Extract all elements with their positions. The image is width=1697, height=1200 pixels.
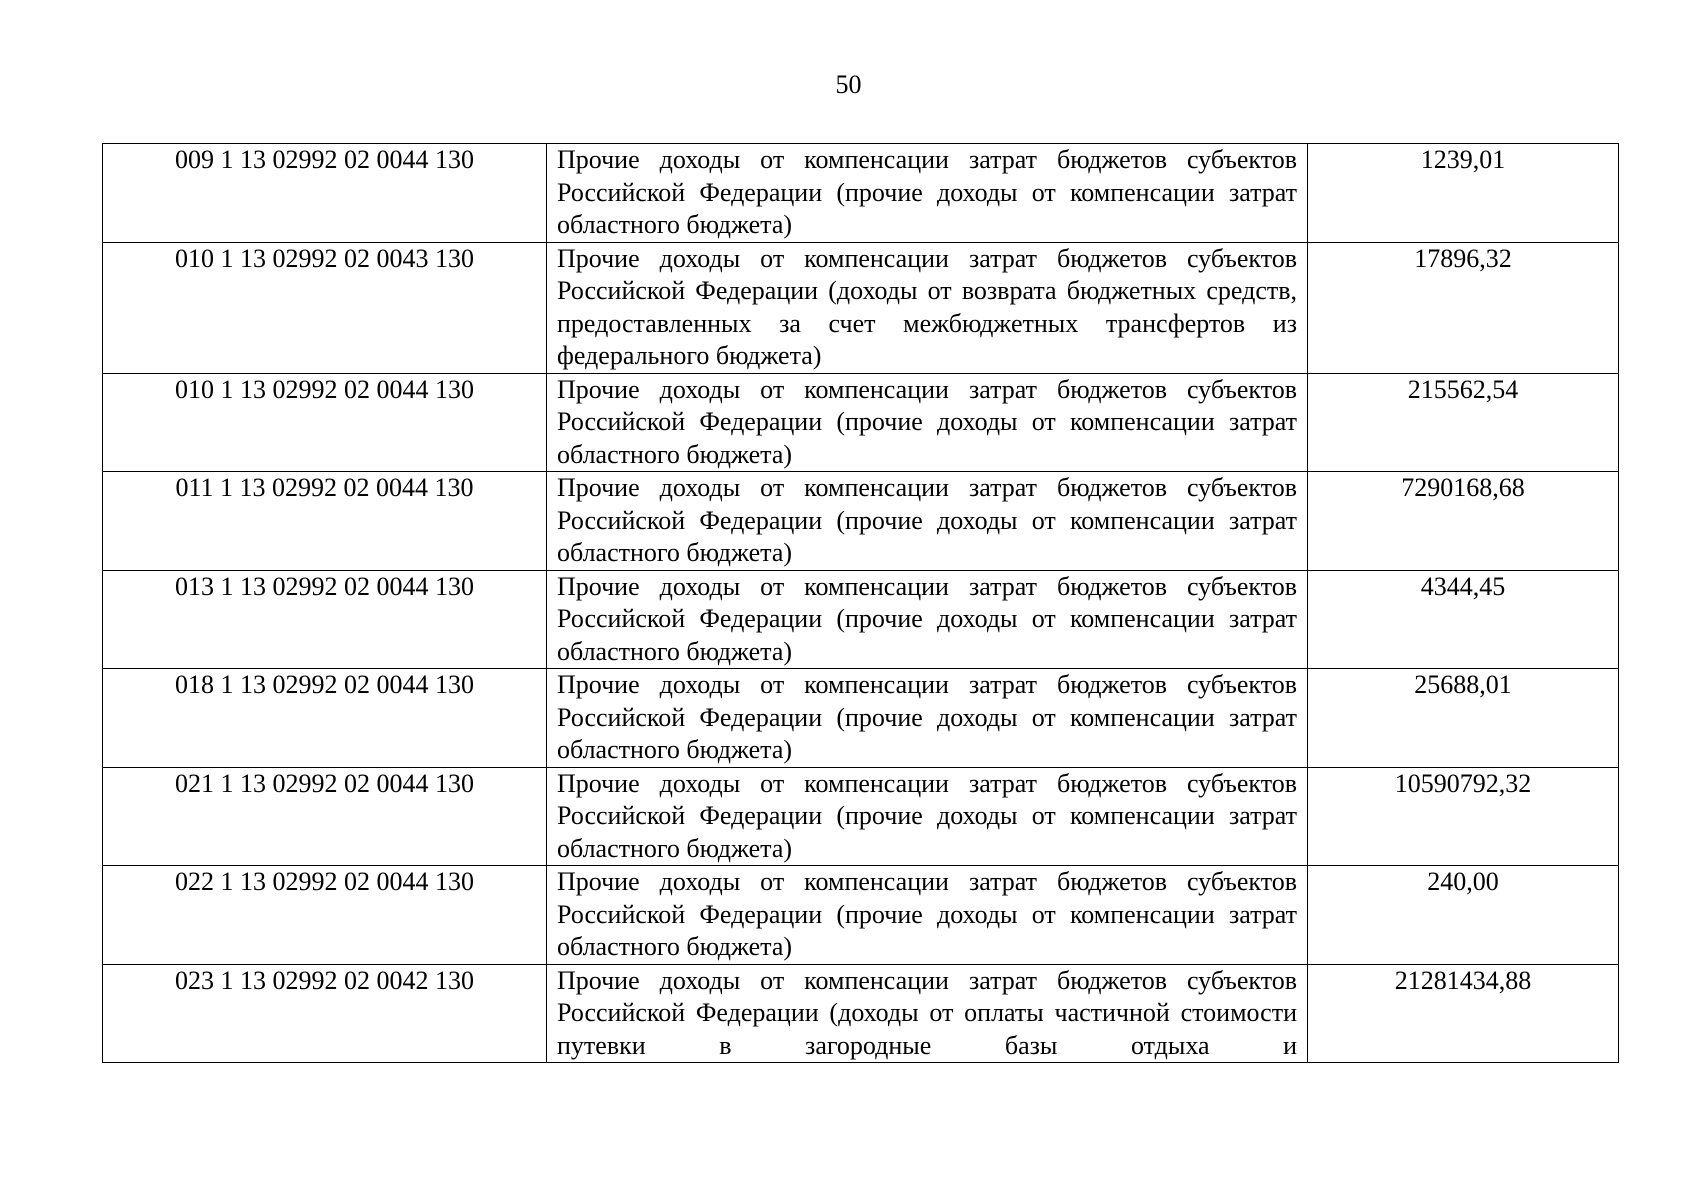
budget-code-cell: 023 1 13 02992 02 0042 130 xyxy=(103,964,547,1063)
budget-code-cell: 010 1 13 02992 02 0044 130 xyxy=(103,373,547,472)
amount-cell: 215562,54 xyxy=(1308,373,1619,472)
table-row xyxy=(103,866,1619,965)
table-row xyxy=(103,144,1619,243)
page-number: 50 xyxy=(835,70,862,99)
amount-cell: 7290168,68 xyxy=(1308,472,1619,571)
amount-cell: 4344,45 xyxy=(1308,570,1619,669)
revenue-table-body xyxy=(103,144,1619,1063)
revenue-name-cell: Прочие доходы от компенсации затрат бюджетов субъектов Российской Федерации (доходы от оплаты частичной стоимости путевки в загородные базы отдыха и xyxy=(547,964,1308,1063)
amount-cell: 1239,01 xyxy=(1308,144,1619,243)
revenue-name-cell: Прочие доходы от компенсации затрат бюджетов субъектов Российской Федерации (прочие доходы от компенсации затрат областного бюджета) xyxy=(547,472,1308,571)
table-row xyxy=(103,373,1619,472)
revenue-name-cell: Прочие доходы от компенсации затрат бюджетов субъектов Российской Федерации (прочие доходы от компенсации затрат областного бюджета) xyxy=(547,866,1308,965)
table-row xyxy=(103,570,1619,669)
amount-cell: 21281434,88 xyxy=(1308,964,1619,1063)
table-row xyxy=(103,964,1619,1063)
budget-code-cell: 018 1 13 02992 02 0044 130 xyxy=(103,669,547,768)
amount-cell: 240,00 xyxy=(1308,866,1619,965)
revenue-name-cell: Прочие доходы от компенсации затрат бюджетов субъектов Российской Федерации (прочие доходы от компенсации затрат областного бюджета) xyxy=(547,669,1308,768)
table-row xyxy=(103,242,1619,373)
revenue-name-cell: Прочие доходы от компенсации затрат бюджетов субъектов Российской Федерации (прочие доходы от компенсации затрат областного бюджета) xyxy=(547,767,1308,866)
amount-cell: 10590792,32 xyxy=(1308,767,1619,866)
amount-cell: 25688,01 xyxy=(1308,669,1619,768)
budget-code-cell: 011 1 13 02992 02 0044 130 xyxy=(103,472,547,571)
revenue-name-cell: Прочие доходы от компенсации затрат бюджетов субъектов Российской Федерации (доходы от возврата бюджетных средств, предоставленных за счет межбюджетных трансфертов из федерального бюджета) xyxy=(547,242,1308,373)
budget-code-cell: 022 1 13 02992 02 0044 130 xyxy=(103,866,547,965)
revenue-name-cell: Прочие доходы от компенсации затрат бюджетов субъектов Российской Федерации (прочие доходы от компенсации затрат областного бюджета) xyxy=(547,570,1308,669)
budget-code-cell: 010 1 13 02992 02 0043 130 xyxy=(103,242,547,373)
budget-code-cell: 009 1 13 02992 02 0044 130 xyxy=(103,144,547,243)
table-row xyxy=(103,767,1619,866)
budget-code-cell: 021 1 13 02992 02 0044 130 xyxy=(103,767,547,866)
revenue-table xyxy=(102,143,1619,1063)
amount-cell: 17896,32 xyxy=(1308,242,1619,373)
revenue-name-cell: Прочие доходы от компенсации затрат бюджетов субъектов Российской Федерации (прочие доходы от компенсации затрат областного бюджета) xyxy=(547,373,1308,472)
budget-code-cell: 013 1 13 02992 02 0044 130 xyxy=(103,570,547,669)
table-row xyxy=(103,472,1619,571)
table-row xyxy=(103,669,1619,768)
revenue-name-cell: Прочие доходы от компенсации затрат бюджетов субъектов Российской Федерации (прочие доходы от компенсации затрат областного бюджета) xyxy=(547,144,1308,243)
